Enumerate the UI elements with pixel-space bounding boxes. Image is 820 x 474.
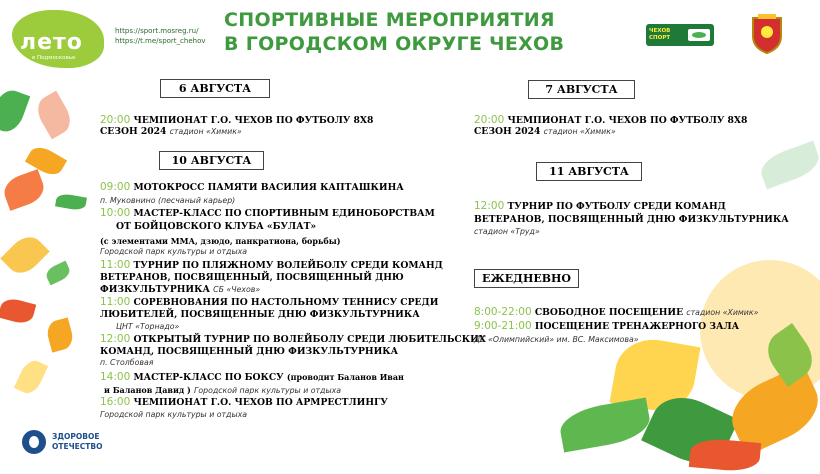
zdorovoe-otechestvo-logo: [22, 428, 122, 458]
event-gym-visit: [474, 321, 739, 332]
decor-leaf: [44, 261, 73, 286]
decor-leaf: [45, 317, 76, 352]
event-title: ЧЕМПИОНАТ Г.О. ЧЕХОВ ПО ФУТБОЛУ 8Х8: [507, 115, 748, 126]
event-note: (с элементами ММА, дзюдо, панкратиона, борьбы): [100, 236, 341, 246]
event-boxing: [100, 372, 404, 383]
event-title: СЕЗОН 2024: [100, 126, 167, 137]
event-venue: стадион «Химик»: [543, 127, 616, 136]
footer-logo-line-2: ОТЕЧЕСТВО: [52, 442, 103, 451]
event-title: МАСТЕР-КЛАСС ПО СПОРТИВНЫМ ЕДИНОБОРСТВАМ: [133, 208, 435, 219]
header-daily: ЕЖЕДНЕВНО: [474, 269, 579, 288]
event-boxing-line2: [104, 385, 341, 396]
title-line-2: В ГОРОДСКОМ ОКРУГЕ ЧЕХОВ: [224, 33, 565, 55]
event-aug11-football: [474, 201, 726, 212]
event-time: 11:00: [100, 259, 131, 271]
event-beach-volleyball: [100, 260, 443, 271]
decor-leaf: [757, 141, 820, 190]
event-venue: п. Столбовая: [100, 358, 154, 367]
leto-logo-subtext: в Подмосковье: [32, 55, 76, 61]
event-venue: стадион «Химик»: [686, 308, 759, 317]
header-aug-11: 11 АВГУСТА: [536, 162, 642, 181]
link-telegram[interactable]: https://t.me/sport_chehov: [115, 37, 206, 45]
decor-leaf: [0, 169, 48, 211]
event-free-visit: [474, 307, 758, 318]
event-title: МАСТЕР-КЛАСС ПО БОКСУ: [133, 372, 284, 383]
event-venue: Городской парк культуры и отдыха: [100, 410, 247, 419]
event-time: 8:00-22:00: [474, 306, 532, 318]
event-armwrestling: [100, 397, 388, 408]
zdorovoe-otechestvo-icon-inner: [29, 436, 39, 448]
event-title: СВОБОДНОЕ ПОСЕЩЕНИЕ: [534, 307, 684, 318]
decor-leaf: [0, 230, 49, 279]
event-venue: Городской парк культуры и отдыха: [194, 386, 341, 395]
event-aug11-football-line2: ВЕТЕРАНОВ, ПОСВЯЩЕННЫЙ ДНЮ ФИЗКУЛЬТУРНИКА: [474, 214, 789, 225]
event-time: 11:00: [100, 296, 131, 308]
event-aug6-football-line2: [100, 126, 242, 137]
decor-leaf: [14, 357, 48, 397]
event-aug6-football: [100, 115, 373, 126]
links: [115, 26, 206, 46]
page-title: [224, 8, 584, 56]
event-venue: стадион «Химик»: [169, 127, 242, 136]
event-time: 9:00-21:00: [474, 320, 532, 332]
coat-of-arms-icon: [750, 14, 784, 54]
event-title: ЧЕМПИОНАТ Г.О. ЧЕХОВ ПО АРМРЕСТЛИНГУ: [133, 397, 388, 408]
header-aug-10: 10 АВГУСТА: [159, 151, 264, 170]
event-volleyball-open-line2: КОМАНД, ПОСВЯЩЕННЫЙ ДНЮ ФИЗКУЛЬТУРНИКА: [100, 346, 399, 357]
decor-leaf: [557, 397, 653, 452]
decor-leaf: [55, 193, 87, 212]
chekhov-sport-logo: [646, 24, 714, 46]
event-beach-volleyball-line3: [100, 284, 260, 295]
title-line-1: СПОРТИВНЫЕ МЕРОПРИЯТИЯ: [224, 9, 555, 31]
event-time: 14:00: [100, 371, 131, 383]
event-time: 20:00: [100, 114, 131, 126]
event-title: СОРЕВНОВАНИЯ ПО НАСТОЛЬНОМУ ТЕННИСУ СРЕДИ: [133, 297, 439, 308]
event-venue: ЦНТ «Торнадо»: [116, 322, 180, 331]
event-volleyball-open: [100, 334, 486, 345]
decor-leaf: [0, 86, 30, 136]
event-title: ТУРНИР ПО ПЛЯЖНОМУ ВОЛЕЙБОЛУ СРЕДИ КОМАНД: [133, 260, 443, 271]
event-time: 10:00: [100, 207, 131, 219]
event-title: ЧЕМПИОНАТ Г.О. ЧЕХОВ ПО ФУТБОЛУ 8Х8: [133, 115, 374, 126]
event-title: МОТОКРОСС ПАМЯТИ ВАСИЛИЯ КАПТАШКИНА: [133, 182, 404, 193]
event-title: ПОСЕЩЕНИЕ ТРЕНАЖЕРНОГО ЗАЛА: [534, 321, 740, 332]
leto-logo-text: лето: [20, 30, 83, 55]
event-note: и Баланов Давид ): [104, 385, 191, 395]
footer-logo-line-1: ЗДОРОВОЕ: [52, 432, 100, 441]
event-venue: стадион «Труд»: [474, 227, 540, 236]
header-aug-6: 6 АВГУСТА: [160, 79, 270, 98]
header-aug-7: 7 АВГУСТА: [528, 80, 635, 99]
event-title: ФИЗКУЛЬТУРНИКА: [100, 284, 210, 295]
event-table-tennis: [100, 297, 438, 308]
decor-leaf: [32, 91, 76, 140]
chekhov-sport-logo-text: ЧЕХОВ СПОРТ: [649, 28, 671, 41]
event-aug7-football-line2: [474, 126, 616, 137]
event-title: ОТКРЫТЫЙ ТУРНИР ПО ВОЛЕЙБОЛУ СРЕДИ ЛЮБИТЕЛЬСКИХ: [133, 334, 486, 345]
event-aug7-football: [474, 115, 747, 126]
event-title: ТУРНИР ПО ФУТБОЛУ СРЕДИ КОМАНД: [507, 201, 726, 212]
decor-leaf: [0, 296, 36, 326]
event-table-tennis-line2: ЛЮБИТЕЛЕЙ, ПОСВЯЩЕННЫЕ ДНЮ ФИЗКУЛЬТУРНИКА: [100, 309, 420, 320]
event-venue: Городской парк культуры и отдыха: [100, 247, 247, 256]
event-time: 12:00: [100, 333, 131, 345]
event-masterclass-bulat: [100, 208, 435, 219]
leto-logo: [12, 10, 104, 68]
event-venue: ДС «Олимпийский» им. ВС. Максимова»: [474, 335, 639, 344]
event-venue: СБ «Чехов»: [213, 285, 261, 294]
event-beach-volleyball-line2: ВЕТЕРАНОВ, ПОСВЯЩЕННЫЙ, ПОСВЯЩЕННЫЙ ДНЮ: [100, 272, 404, 283]
event-motocross: [100, 182, 404, 193]
event-title: СЕЗОН 2024: [474, 126, 541, 137]
event-time: 20:00: [474, 114, 505, 126]
event-masterclass-bulat-line2: ОТ БОЙЦОВСКОГО КЛУБА «БУЛАТ»: [116, 221, 317, 232]
event-venue: п. Муковнино (песчаный карьер): [100, 196, 236, 205]
event-note: (проводит Баланов Иван: [286, 372, 404, 382]
decor-leaf: [689, 437, 761, 473]
event-time: 12:00: [474, 200, 505, 212]
link-sport-mosreg[interactable]: https://sport.mosreg.ru/: [115, 27, 199, 35]
event-time: 16:00: [100, 396, 131, 408]
event-time: 09:00: [100, 181, 131, 193]
